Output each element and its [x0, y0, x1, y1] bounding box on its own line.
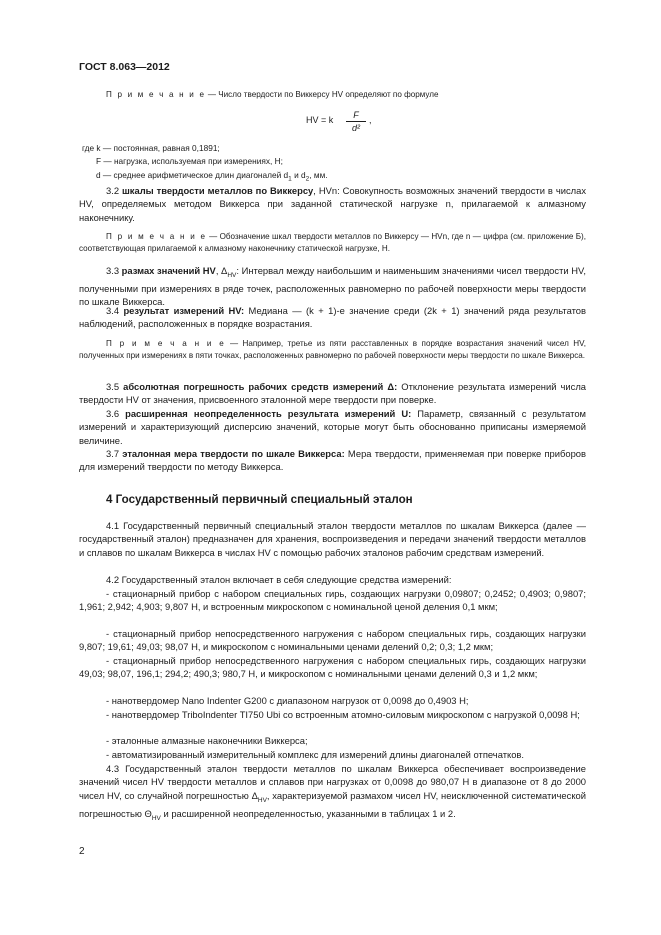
clause-term: размах значений HV: [121, 265, 216, 276]
clause-3-6: [79, 407, 586, 447]
list-item: - автоматизированный измерительный комплекс для измерений длины диагоналей отпечатков.: [106, 749, 524, 760]
note-scales: [79, 231, 586, 255]
list-item: - нанотвердомер TriboIndenter TI750 Ubi со встроенным атомно-силовым микроскопом с нагрузкой 0,0098 Н;: [106, 709, 580, 720]
clause-text: Параметр, связанный с результатом измерений и характеризующий дисперсию значений, которые могут быть обоснованно приписаны измеряемой величине.: [79, 408, 586, 446]
formula-numerator: F: [353, 110, 359, 120]
where-f: F — нагрузка, используемая при измерениях, Н;: [96, 156, 283, 166]
note-text: — Число твердости по Виккерсу HV определяют по формуле: [205, 90, 439, 99]
note-text: — Например, третье из пяти расставленных в порядке возрастания значений чисел HV, полученных при измерениях в пяти точках, расположенных равномерно по рабочей поверхности меры твердости по шкале Виккерса.: [79, 339, 586, 360]
clause-term: расширенная неопределенность результата измерений U:: [125, 408, 412, 419]
where-d-and: и d: [291, 170, 306, 180]
list-item: - стационарный прибор непосредственного нагружения с набором специальных гирь, создающих нагрузки 9,807; 19,61; 49,03; 98,07 Н, и микроскопом с номинальными ценами делений 0,2; 0,3; 1,2 мкм;: [79, 628, 586, 653]
clause-text: и расширенной неопределенностью, указанными в таблицах 1 и 2.: [160, 807, 456, 819]
clause-text: 4.3 Государственный эталон твердости металлов по шкалам Виккерса обеспечивает воспроизведение значений чисел HV твердости металлов и сплавов при нагрузках от 0,0098 до 980,07 Н в диапазоне от 8 до 2000 чисел HV, со случайной погрешностью Δ: [79, 763, 586, 801]
clause-4-1: 4.1 Государственный первичный специальный эталон твердости металлов по шкалам Виккерса (далее — государственный эталон) предназначен для хранения, воспроизведения и передачи значений твердости металлов и сплавов по шкалам Виккерса в числах HV с помощью рабочих эталонов рабочим средствам измерений.: [79, 520, 586, 558]
where-d-unit: , мм.: [309, 170, 328, 180]
clause-3-5: [79, 380, 586, 407]
where-d: [96, 170, 328, 185]
page-number: 2: [79, 846, 85, 857]
clause-text: : Интервал между наибольшим и наименьшим значениями чисел твердости HV, полученными при измерениях в ряде точек, расположенных равномерно по рабочей поверхности меры твердости по шкале Виккерса.: [79, 265, 587, 308]
clause-num: 3.2: [106, 185, 122, 196]
fraction-bar: [346, 121, 366, 122]
clause-text: , HVn: Совокупность возможных значений твердости в числах HV, определяемых методом Виккерса при заданной статической нагрузке n, прилагаемой к алмазному наконечнику.: [79, 185, 587, 223]
clause-4-3: [79, 762, 586, 825]
clause-text: , характеризуемой размахом чисел HV, неисключенной систематической погрешностью Θ: [79, 789, 586, 819]
sub-1: 1: [288, 175, 292, 183]
clause-term: шкалы твердости металлов по Виккерсу: [121, 185, 314, 196]
clause-4-2: 4.2 Государственный эталон включает в себя следующие средства измерений:: [106, 574, 452, 585]
formula-denominator: d²: [351, 123, 360, 133]
sub-2: 2: [305, 175, 310, 183]
where-k: где k — постоянная, равная 0,1891;: [82, 143, 220, 153]
symbol-sub: HV: [227, 271, 237, 279]
clause-3-4: [79, 304, 586, 331]
list-item: - эталонные алмазные наконечники Виккерса;: [106, 735, 308, 746]
list-item: - нанотвердомер Nano Indenter G200 с диапазоном нагрузок от 0,0098 до 0,4903 Н;: [106, 695, 469, 706]
clause-symbol: , Δ: [215, 265, 228, 276]
clause-num: 3.5: [106, 381, 124, 392]
clause-text: Медиана — (k + 1)-е значение среди (2k + 1) значений ряда результатов наблюдений, расположенных в порядке возрастания.: [79, 305, 586, 330]
section-4-title: 4 Государственный первичный специальный эталон: [106, 493, 413, 506]
clause-num: 3.4: [106, 305, 124, 316]
list-item: - стационарный прибор непосредственного нагружения с набором специальных гирь, создающих нагрузки 49,03; 98,07, 196,1; 294,2; 490,3; 980,7 Н, и микроскопом с номинальными ценами делений 0,3 и 1,2 мкм;: [79, 655, 586, 680]
note-label: П р и м е ч а н и е: [106, 232, 207, 241]
list-item: - стационарный прибор с набором специальных гирь, создающих нагрузки 0,09807; 0,2452; 0,4903; 0,9807; 1,961; 2,942; 4,903; 9,807 Н, и встроенным микроскопом с номинальной ценой деления 0,1 мкм;: [79, 588, 586, 613]
standard-header: ГОСТ 8.063—2012: [79, 61, 170, 73]
clause-text: Отклонение результата измерений числа твердости HV от значения, присвоенного эталонной мере твердости при поверке.: [79, 381, 587, 406]
formula-tail: ,: [369, 115, 372, 125]
formula-hv: HV = k: [306, 115, 334, 125]
symbol-sub: HV: [151, 814, 161, 822]
clause-3-7: [79, 447, 586, 474]
note-label: П р и м е ч а н и е: [106, 339, 226, 348]
note-label: П р и м е ч а н и е: [106, 90, 206, 99]
symbol-sub: HV: [257, 796, 267, 804]
clause-term: эталонная мера твердости по шкале Виккерса:: [122, 448, 345, 459]
clause-num: 3.7: [106, 448, 123, 459]
clause-num: 3.6: [106, 408, 126, 419]
clause-term: абсолютная погрешность рабочих средств измерений Δ:: [123, 381, 398, 392]
clause-term: результат измерений HV:: [123, 305, 245, 316]
formula-lhs: [306, 115, 333, 125]
where-d-text: d — среднее арифметическое длин диагоналей d: [96, 170, 289, 180]
clause-3-3: [79, 264, 586, 309]
note-text: — Обозначение шкал твердости металлов по Виккерсу — HVn, где n — цифра (см. приложение Б), соответствующая прилагаемой к алмазному наконечнику статической нагрузке, Н.: [79, 232, 586, 253]
clause-num: 3.3: [106, 265, 122, 276]
formula-fraction: [346, 110, 366, 133]
note-formula: [79, 89, 586, 101]
clause-text: Мера твердости, применяемая при поверке приборов для измерений твердости по методу Виккерса.: [79, 448, 587, 473]
clause-3-2: [79, 184, 586, 224]
note-example: [79, 338, 586, 362]
